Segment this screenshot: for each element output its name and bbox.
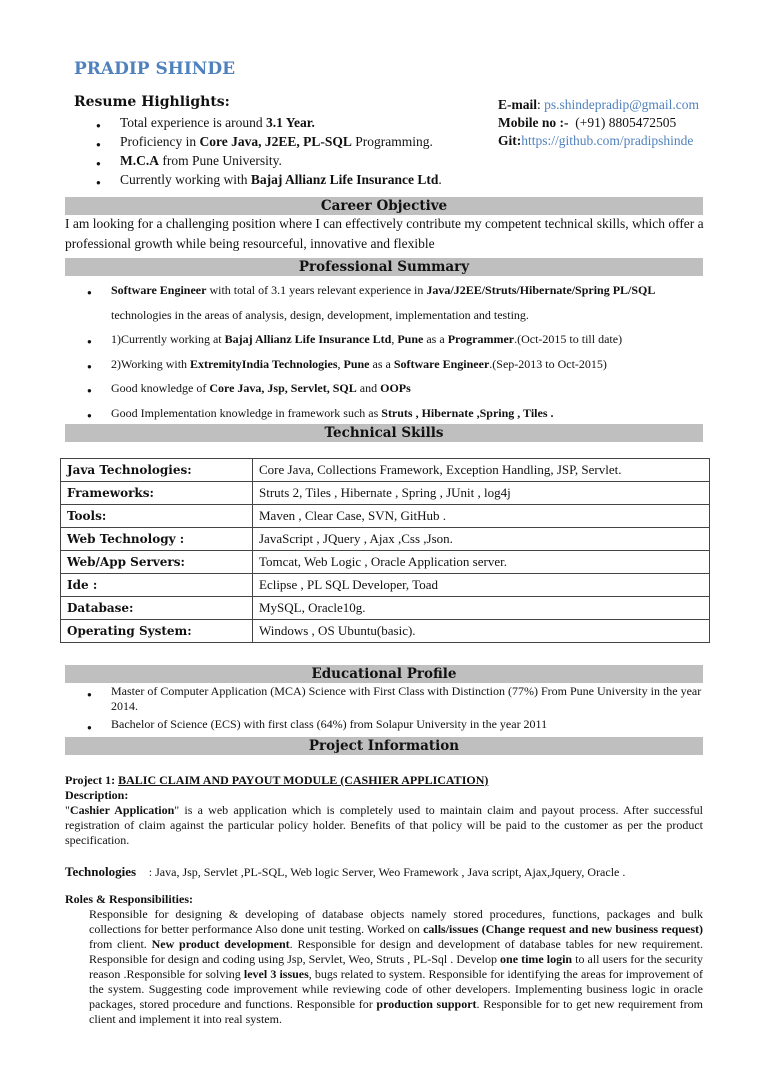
text: Good knowledge of — [111, 381, 210, 395]
text: to all users for the security reason .Responsible for solving — [89, 952, 703, 981]
section-header-educational-profile: Educational Profile — [65, 665, 703, 683]
bold-text: Core Java, Jsp, Servlet, SQL — [209, 381, 357, 395]
project-name: BALIC CLAIM AND PAYOUT MODULE (CASHIER APPLICATION) — [118, 773, 489, 787]
text: from client. — [89, 937, 152, 951]
text: Programming. — [351, 134, 433, 149]
text: , — [391, 332, 398, 346]
highlights-title: Resume Highlights: — [74, 94, 230, 110]
bold-text: production support — [376, 997, 477, 1011]
bold-text: Bajaj Allianz Life Insurance Ltd — [224, 332, 392, 346]
text: Proficiency in — [120, 134, 200, 149]
text: " — [65, 803, 70, 817]
bold-text: Struts , Hibernate ,Spring , Tiles . — [381, 405, 554, 420]
text: . Responsible for to get new requirement from client and implement it into real system. — [89, 997, 703, 1026]
list-item — [65, 401, 705, 426]
table-row — [61, 597, 710, 620]
text: and — [356, 381, 381, 395]
skill-values: Maven , Clear Case, SVN, GitHub . — [253, 505, 710, 528]
bold-text: M.C.A — [120, 153, 159, 168]
bold-text: one time login — [500, 952, 573, 966]
bold-text: level 3 issues — [243, 967, 309, 981]
roles-text — [65, 907, 703, 1027]
contact-block: E-mail: ps.shindepradip@gmail.com Mobile no :- (+91) 8805472505 Git:https://github.com/pradipshinde — [498, 97, 700, 148]
skill-values: MySQL, Oracle10g. — [253, 597, 710, 620]
bold-text: Programmer — [447, 332, 515, 346]
text: Currently working with — [120, 172, 251, 187]
skill-category: Web Technology : — [61, 528, 253, 551]
bold-text: Core Java, J2EE, PL-SQL — [199, 134, 352, 149]
bold-text: Software Engineer — [111, 283, 207, 297]
skill-category: Tools: — [61, 505, 253, 528]
skill-values: Eclipse , PL SQL Developer, Toad — [253, 574, 710, 597]
skill-category: Ide : — [61, 574, 253, 597]
list-item — [74, 170, 442, 189]
bold-text: Bajaj Allianz Life Insurance Ltd — [250, 172, 439, 187]
table-row — [61, 482, 710, 505]
list-item — [65, 352, 705, 377]
text: Good Implementation knowledge in framework such as — [111, 405, 382, 420]
table-row — [61, 505, 710, 528]
table-row — [61, 459, 710, 482]
description-label: Description: — [65, 788, 129, 802]
skill-values: Struts 2, Tiles , Hibernate , Spring , JUnit , log4j — [253, 482, 710, 505]
bold-text: Software Engineer — [393, 356, 490, 371]
education-list — [65, 684, 705, 735]
email-link[interactable]: ps.shindepradip@gmail.com — [544, 97, 700, 112]
bold-text: New product development — [151, 937, 290, 951]
skill-values: Tomcat, Web Logic , Oracle Application server. — [253, 551, 710, 574]
bold-text: ExtremityIndia Technologies — [190, 356, 338, 371]
highlights-list — [74, 113, 442, 189]
technical-skills-table — [60, 458, 710, 643]
text: . — [438, 172, 442, 187]
email-label: E-mail — [498, 97, 537, 112]
skill-values: Core Java, Collections Framework, Exception Handling, JSP, Servlet. — [253, 459, 710, 482]
text: " is a web application which is completely used to maintain claim and payout process. After successful registration of claim against the particular policy holder. Benefits of that policy will be paid to the customer as per the product specification. — [65, 803, 703, 847]
project-label: Project 1: — [65, 773, 119, 787]
candidate-name: PRADIP SHINDE — [74, 59, 236, 79]
skill-values: JavaScript , JQuery , Ajax ,Css ,Json. — [253, 528, 710, 551]
section-header-career-objective: Career Objective — [65, 197, 703, 215]
text: with total of 3.1 years relevant experience in — [206, 283, 427, 297]
text: 1)Currently working at — [111, 332, 225, 346]
text: , — [337, 356, 344, 371]
skill-category: Operating System: — [61, 620, 253, 643]
text: from Pune University. — [159, 153, 282, 168]
text: .(Oct-2015 to till date) — [514, 332, 623, 346]
section-header-professional-summary: Professional Summary — [65, 258, 703, 276]
mobile-label: Mobile no :- — [498, 115, 569, 130]
project-technologies: : Java, Jsp, Servlet ,PL-SQL, Web logic Server, Weo Framework , Java script, Ajax,Jquery, Oracle . — [145, 865, 626, 879]
text: 2)Working with — [111, 356, 191, 371]
section-header-technical-skills: Technical Skills — [65, 424, 703, 442]
text: as a — [369, 356, 394, 371]
table-row — [61, 574, 710, 597]
text: technologies in the areas of analysis, design, development, implementation and testing. — [111, 307, 529, 322]
project-block — [65, 773, 703, 1027]
text: Total experience is around — [120, 115, 266, 130]
career-objective-text: I am looking for a challenging position where I can effectively contribute my competent technical skills, which offer a professional growth while being resourceful, innovative and flexible — [65, 216, 704, 251]
text: Responsible for designing & developing of database objects namely stored procedures, functions, packages and bulk collections for better performance Also done unit testing. Worked on — [89, 907, 703, 936]
bold-text: 3.1 Year. — [266, 115, 315, 130]
list-item — [65, 278, 705, 327]
list-item: ● Master of Computer Application (MCA) Science with First Class with Distinction (77%) From Pune University in the year 2014. — [65, 684, 705, 714]
bold-text: Pune — [397, 332, 424, 346]
list-item: ● Bachelor of Science (ECS) with first class (64%) from Solapur University in the year 2011 — [65, 717, 705, 732]
table-row — [61, 528, 710, 551]
list-item — [74, 151, 442, 170]
text: as a — [423, 332, 448, 346]
list-item — [65, 376, 705, 401]
text: .(Sep-2013 to Oct-2015) — [489, 356, 607, 371]
git-link[interactable]: https://github.com/pradipshinde — [521, 133, 694, 148]
section-header-project-information: Project Information — [65, 737, 703, 755]
skill-category: Java Technologies: — [61, 459, 253, 482]
list-item — [74, 132, 442, 151]
list-item — [65, 327, 705, 352]
bold-text: calls/issues (Change request and new business request) — [423, 922, 703, 936]
skill-values: Windows , OS Ubuntu(basic). — [253, 620, 710, 643]
professional-summary-list — [65, 278, 705, 425]
list-item — [74, 113, 442, 132]
bold-text: Java/J2EE/Struts/Hibernate/Spring PL/SQL — [426, 283, 656, 297]
project-description — [65, 803, 703, 848]
text: , bugs related to system. Responsible for identifying the areas for improvement of the system. Suggesting code improvement while reviewing code of other developers. Implementing business logic in oracle packages, stored procedure and functions. Responsible for — [89, 967, 703, 1011]
bold-text: Cashier Application — [69, 803, 175, 817]
roles-label: Roles & Responsibilities: — [65, 892, 194, 906]
skill-category: Database: — [61, 597, 253, 620]
skill-category: Web/App Servers: — [61, 551, 253, 574]
bold-text: OOPs — [380, 381, 411, 395]
table-row — [61, 620, 710, 643]
skill-category: Frameworks: — [61, 482, 253, 505]
git-label: Git: — [498, 133, 522, 148]
bold-text: Pune — [343, 356, 370, 371]
technologies-label: Technologies — [65, 864, 137, 879]
mobile-number: (+91) 8805472505 — [575, 115, 677, 130]
table-row — [61, 551, 710, 574]
text: . Responsible for design and development of database tables for new requirement. Responsible for design and coding using Jsp, Servlet, Weo, Struts , PL-Sql . Develop — [89, 937, 704, 966]
